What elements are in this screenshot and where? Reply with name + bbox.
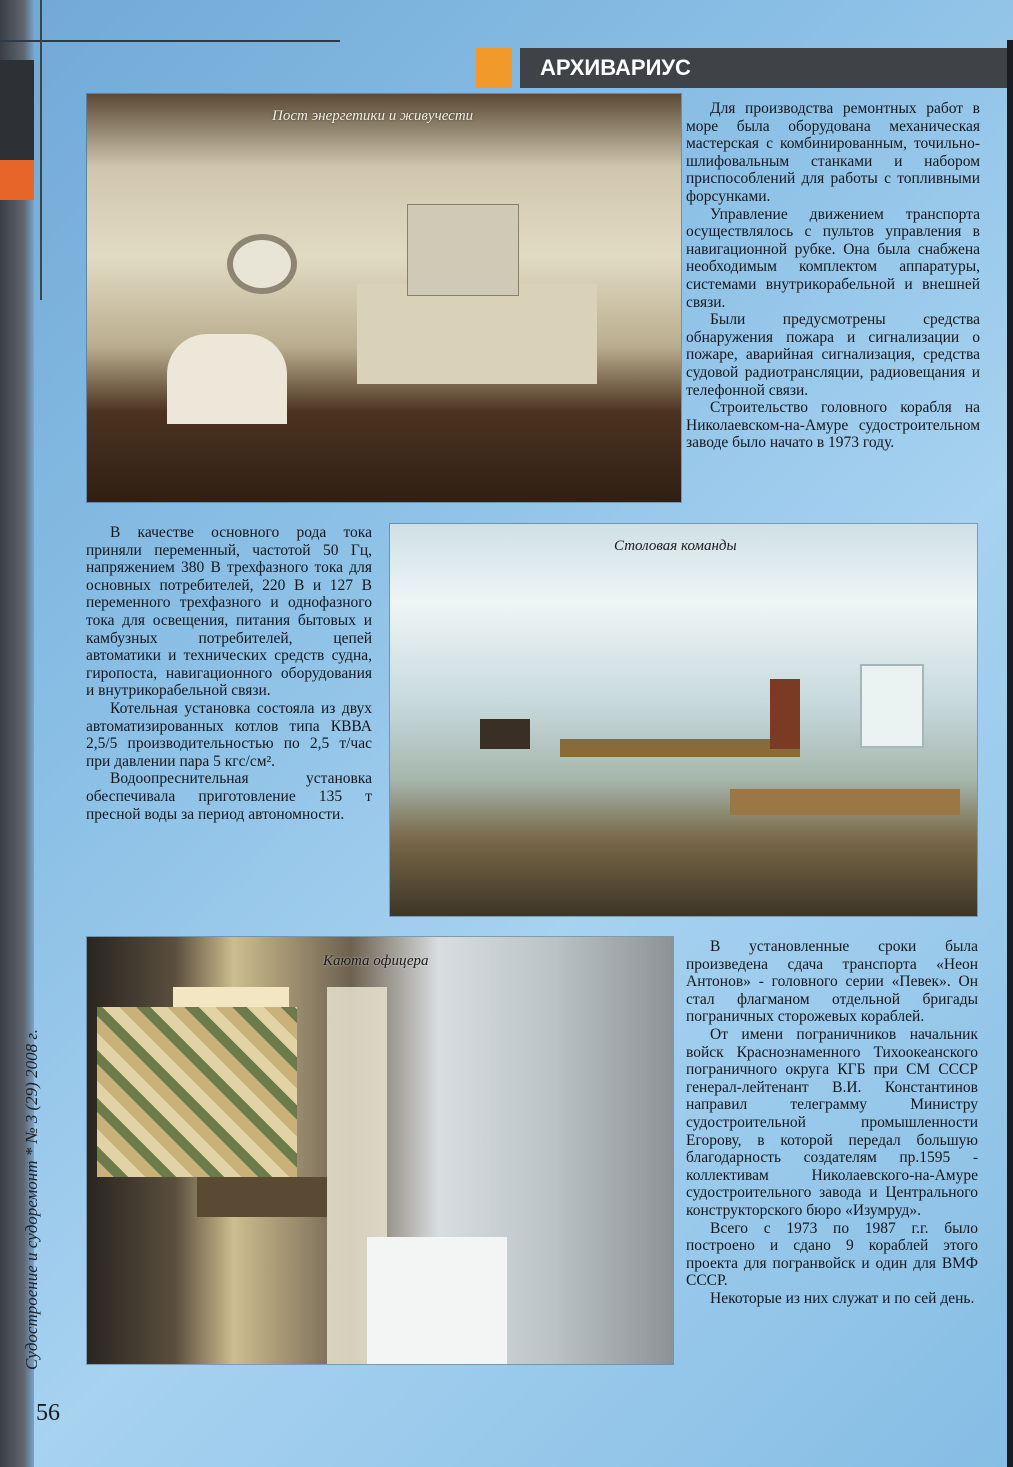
paragraph: В качестве основного рода тока приняли переменный, частотой 50 Гц, напряжением 380 В трехфазного тока для основных потребителей, 220 В и 127 В переменного трехфазного и однофазного тока для освещения, питания бытовых и камбузных потребителей, цепей автоматики и технических средств судна, гиропоста, навигационного оборудования и внутрикорабельной связи. (86, 524, 372, 700)
section-header-accent (476, 48, 512, 88)
paragraph: В установленные сроки была произведена сдача транспорта «Неон Антонов» - головного серии «Певек». Он стал флагманом отдельной бригады пограничных сторожевых кораблей. (686, 938, 978, 1026)
paragraph: Управление движением транспорта осуществлялось с пультов управления в навигационной рубке. Она была снабжена необходимым комплектом аппаратуры, системами внутрикорабельной и внешней связи. (686, 205, 980, 311)
console-shape (357, 284, 597, 384)
photo-caption: Столовая команды (614, 538, 737, 554)
right-edge-bar (1007, 40, 1013, 1467)
curtain-shape (97, 1007, 297, 1177)
text-column-left-mid (86, 524, 372, 823)
lamp-shape (173, 987, 289, 1007)
paragraph: Были предусмотрены средства обнаружения пожара и сигнализации о пожаре, аварийная сигнализация, средства судовой радиотрансляции, радиовещания и телефонной связи. (686, 311, 980, 399)
tv-shape (480, 719, 530, 749)
section-header-title: АРХИВАРИУС (540, 55, 691, 80)
desk-shape (167, 334, 287, 424)
text-column-right-bottom (686, 938, 978, 1307)
photo-officer-cabin (87, 937, 673, 1364)
left-decor-orange-block (0, 160, 34, 200)
photo-caption: Каюта офицера (323, 953, 429, 969)
paragraph: Всего с 1973 по 1987 г.г. было построено и сдано 9 кораблей этого проекта для погранвойск и один для ВМФ СССР. (686, 1219, 978, 1290)
desk-shape (197, 1177, 327, 1217)
photo-control-post (87, 94, 681, 502)
decor-vertical-line (40, 0, 42, 300)
section-header (520, 48, 1007, 88)
decor-horizontal-line (0, 40, 340, 42)
porthole-shape (227, 234, 297, 294)
panel-shape (407, 204, 519, 296)
table-shape (560, 739, 800, 757)
paragraph: Для производства ремонтных работ в море была оборудована механическая мастерская с комбинированным, точильно-шлифовальным станками и набором приспособлений для работы с топливными форсунками. (686, 100, 980, 205)
photo-crew-mess (390, 524, 977, 916)
left-decor-dark-block (0, 60, 34, 160)
page-number: 56 (36, 1400, 60, 1426)
photo-caption: Пост энергетики и живучести (272, 108, 474, 124)
paragraph: Строительство головного корабля на Николаевском-на-Амуре судостроительном заводе было начато в 1973 году. (686, 399, 980, 452)
paragraph: От имени пограничников начальник войск Краснознаменного Тихоокеанского пограничного округа КГБ при СМ СССР генерал-лейтенант В.И. Константинов направил телеграмму Министру судостроительной промышленности Егорову, в которой передал большую благодарность создателям пр.1595 - коллективам Николаевского-на-Амуре судостроительного завода и Центрального конструкторского бюро «Изумруд». (686, 1025, 978, 1219)
door-shape (860, 664, 924, 748)
table-shape (730, 789, 960, 815)
journal-running-title: Судостроение и судоремонт * № 3 (29) 2008 г. (22, 1029, 41, 1370)
bunk-shape (367, 1237, 507, 1364)
text-column-right-top (686, 100, 980, 452)
paragraph: Котельная установка состояла из двух автоматизированных котлов типа КВВА 2,5/5 производительностью по 2,5 т/час при давлении пара 5 кгс/см². (86, 699, 372, 770)
paragraph: Некоторые из них служат и по сей день. (710, 1289, 975, 1307)
paragraph: Водоопреснительная установка обеспечивала приготовление 135 т пресной воды за период автономности. (86, 770, 372, 823)
painting-shape (770, 679, 800, 749)
